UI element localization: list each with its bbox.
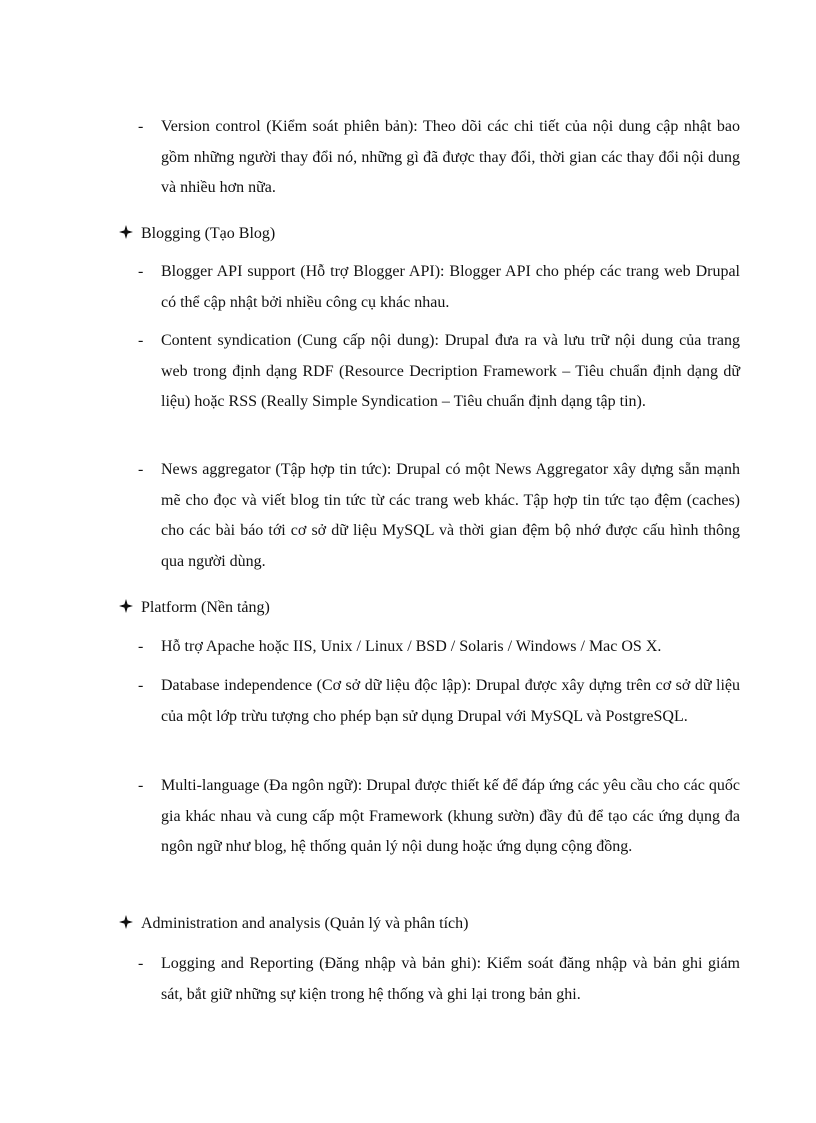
list-item-version-control — [138, 112, 740, 204]
diamond-bullet-icon — [119, 225, 133, 239]
section-heading-text: Administration and analysis (Quản lý và phân tích) — [141, 915, 469, 932]
list-item-text: Multi-language (Đa ngôn ngữ): Drupal được thiết kế để đáp ứng các yêu cầu cho các quốc gia khác nhau và cung cấp một Framework (khung sườn) đầy đủ để tạo các ứng dụng đa ngôn ngữ như blog, hệ thống quản lý nội dung hoặc ứng dụng cộng đồng. — [161, 777, 740, 855]
list-item-multi-language — [138, 771, 740, 863]
dash-bullet: - — [138, 777, 144, 794]
list-item-text: Blogger API support (Hỗ trợ Blogger API): Blogger API cho phép các trang web Drupal có thể cập nhật bởi nhiều công cụ khác nhau. — [161, 263, 740, 311]
section-heading-text: Blogging (Tạo Blog) — [141, 225, 276, 242]
list-item-text: Version control (Kiểm soát phiên bản): Theo dõi các chi tiết của nội dung cập nhật bao gồm những người thay đổi nó, những gì đã được thay đổi, thời gian các thay đổi nội dung và nhiều hơn nữa. — [161, 118, 740, 196]
diamond-bullet-icon — [119, 599, 133, 613]
list-item-platform-support — [138, 632, 740, 663]
dash-bullet: - — [138, 118, 144, 135]
dash-bullet: - — [138, 461, 144, 478]
dash-bullet: - — [138, 955, 144, 972]
section-heading-blogging — [119, 219, 275, 249]
dash-bullet: - — [138, 263, 144, 280]
list-item-text: News aggregator (Tập hợp tin tức): Drupal có một News Aggregator xây dựng sẵn mạnh mẽ cho đọc và viết blog tin tức từ các trang web khác. Tập hợp tin tức tạo đệm (caches) cho các bài báo tới cơ sở dữ liệu MySQL và thời gian đệm bộ nhớ được cấu hình thông qua người dùng. — [161, 461, 740, 570]
list-item-database-independence — [138, 671, 740, 732]
section-heading-text: Platform (Nền tảng) — [141, 599, 270, 616]
dash-bullet: - — [138, 332, 144, 349]
section-heading-platform — [119, 593, 270, 623]
dash-bullet: - — [138, 677, 144, 694]
list-item-text: Logging and Reporting (Đăng nhập và bản ghi): Kiểm soát đăng nhập và bản ghi giám sát, bắt giữ những sự kiện trong hệ thống và ghi lại trong bản ghi. — [161, 955, 740, 1003]
section-heading-administration — [119, 909, 468, 939]
dash-bullet: - — [138, 638, 144, 655]
list-item-news-aggregator — [138, 455, 740, 577]
list-item-text: Hỗ trợ Apache hoặc IIS, Unix / Linux / BSD / Solaris / Windows / Mac OS X. — [161, 638, 662, 655]
list-item-content-syndication — [138, 326, 740, 418]
list-item-blogger-api — [138, 257, 740, 318]
list-item-text: Database independence (Cơ sở dữ liệu độc lập): Drupal được xây dựng trên cơ sở dữ liệu của một lớp trừu tượng cho phép bạn sử dụng Drupal với MySQL và PostgreSQL. — [161, 677, 740, 725]
list-item-text: Content syndication (Cung cấp nội dung): Drupal đưa ra và lưu trữ nội dung của trang web trong định dạng RDF (Resource Decription Framework – Tiêu chuẩn định dạng dữ liệu) hoặc RSS (Really Simple Syndication – Tiêu chuẩn định dạng tập tin). — [161, 332, 740, 410]
diamond-bullet-icon — [119, 915, 133, 929]
list-item-logging-reporting — [138, 949, 740, 1010]
